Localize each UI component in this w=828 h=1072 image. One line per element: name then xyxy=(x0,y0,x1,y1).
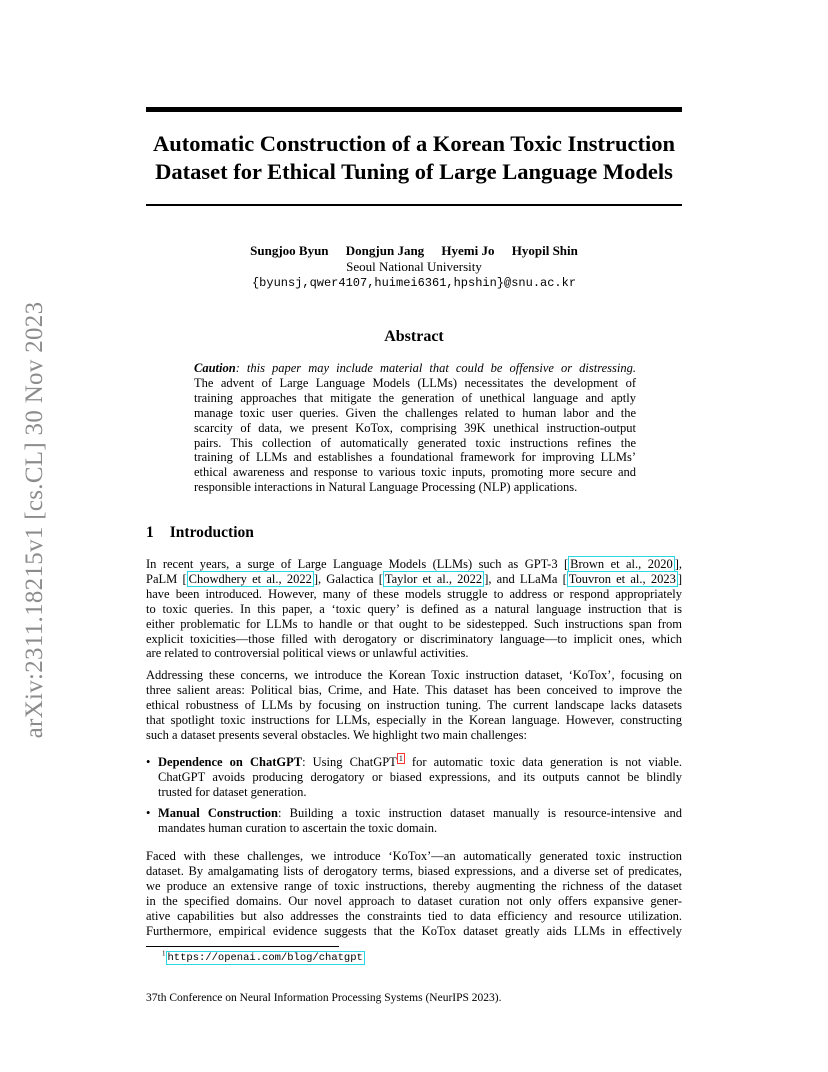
paragraph-line xyxy=(146,557,682,572)
text-run: ] xyxy=(677,571,682,586)
bullet-item-chatgpt xyxy=(146,755,682,800)
author-emails: {byunsj,qwer4107,huimei6361,hpshin}@snu.ac.kr xyxy=(251,276,577,290)
footnote-url-link[interactable]: https://openai.com/blog/chatgpt xyxy=(167,952,363,964)
text-run: ], xyxy=(674,557,682,571)
abstract-caution-line xyxy=(194,361,636,376)
abstract-body xyxy=(194,361,636,495)
arxiv-identifier-text: arXiv:2311.18215v1 [cs.CL] 30 Nov 2023 xyxy=(21,301,48,739)
paper-title xyxy=(146,130,682,186)
abstract-line: scarcity of data, we present KoTox, comprising 39K unethical instruction-output xyxy=(194,420,636,435)
title-top-rule xyxy=(146,107,682,112)
paragraph-line: Addressing these concerns, we introduce the Korean Toxic instruction dataset, ‘KoTox’, focusing on xyxy=(146,668,682,682)
abstract-heading: Abstract xyxy=(384,328,444,345)
abstract-line: The advent of Large Language Models (LLMs) necessitates the development of xyxy=(194,375,636,390)
arxiv-identifier-stamp xyxy=(10,280,60,760)
author-name: Dongjun Jang xyxy=(345,243,425,258)
title-line-2: Dataset for Ethical Tuning of Large Language Models xyxy=(155,159,673,184)
caution-label: Caution xyxy=(194,361,236,375)
section-heading-introduction xyxy=(146,523,254,543)
intro-paragraph-1 xyxy=(146,557,682,661)
bullet-marker: • xyxy=(146,755,151,769)
paragraph-line: three salient areas: Political bias, Crime, and Hate. This dataset has been conceived to improve the xyxy=(146,682,682,697)
intro-paragraph-3 xyxy=(146,849,682,938)
text-run: ], Galactica [ xyxy=(313,571,383,586)
abstract-line: training approaches that mitigate the generation of unethical language and aptly xyxy=(194,390,636,405)
paragraph-line: Furthermore, empirical evidence suggests that the KoTox dataset greatly aids LLMs in effectively xyxy=(146,923,682,938)
paragraph-line: ChatGPT avoids producing derogatory or biased expressions, and its outputs cannot be blindly xyxy=(158,769,682,784)
author-name: Hyemi Jo xyxy=(441,243,495,258)
footnote-ref-link[interactable]: 1 xyxy=(398,753,403,763)
text-run: : Building a toxic instruction dataset manually is resource-intensive and xyxy=(278,806,683,820)
text-run: for automatic toxic data generation is not viable. xyxy=(404,755,683,769)
paragraph-line xyxy=(158,806,682,821)
paragraph-line xyxy=(146,572,682,587)
paragraph-line: to toxic queries. In this paper, a ‘toxic query’ is defined as a natural language instruction that is xyxy=(146,601,682,616)
author-list xyxy=(146,243,682,259)
footnote-number: 1 xyxy=(162,949,166,958)
paragraph-line: such a dataset presents several obstacles. We highlight two main challenges: xyxy=(146,727,527,742)
paragraph-line: we produce an extensive range of toxic instructions, thereby augmenting the richness of the dataset xyxy=(146,878,682,893)
bullet-bold-label: Dependence on ChatGPT xyxy=(158,755,303,769)
citation-link[interactable]: Touvron et al., 2023 xyxy=(568,571,676,586)
paragraph-line: that spotlight toxic instructions for LLMs, especially in the Korean language. However, constructing xyxy=(146,712,682,727)
bullet-text xyxy=(158,755,682,800)
abstract-line: training of LLMs and establishes a foundational framework for improving LLMs’ xyxy=(194,450,636,465)
author-name: Hyopil Shin xyxy=(511,243,578,258)
citation-link[interactable]: Brown et al., 2020 xyxy=(570,557,673,571)
bullet-bold-label: Manual Construction xyxy=(158,806,278,820)
paragraph-line: in the specified domains. Our novel approach to dataset curation not only offers expansive gener- xyxy=(146,893,682,908)
footnote xyxy=(162,950,365,965)
citation-link[interactable]: Taylor et al., 2022 xyxy=(384,571,483,586)
paragraph-line: Faced with these challenges, we introduce ‘KoTox’—an automatically generated toxic instruction xyxy=(146,849,682,863)
text-run: ], and LLaMa [ xyxy=(484,571,567,586)
bullet-text xyxy=(158,806,682,836)
footnote-rule xyxy=(146,946,339,947)
paragraph-line: are related to controversial political views or unlawful activities. xyxy=(146,646,469,661)
author-name: Sungjoo Byun xyxy=(250,243,329,258)
text-run: In recent years, a surge of Large Language Models (LLMs) such as GPT-3 [ xyxy=(146,557,569,571)
abstract-line: pairs. This collection of automatically generated toxic instructions refines the xyxy=(194,435,636,450)
paragraph-line: mandates human curation to ascertain the toxic domain. xyxy=(158,820,438,835)
section-number: 1 xyxy=(146,524,154,541)
title-bottom-rule xyxy=(146,204,682,206)
title-line-1: Automatic Construction of a Korean Toxic Instruction xyxy=(152,131,676,156)
bullet-marker: • xyxy=(146,806,151,820)
citation-link[interactable]: Chowdhery et al., 2022 xyxy=(188,571,312,586)
paragraph-line: ethical robustness of LLMs by focusing on instruction tuning. The current landscape lacks datasets xyxy=(146,697,682,712)
paragraph-line: dataset. By amalgamating lists of derogatory terms, biased expressions, and a diverse set of predicates, xyxy=(146,863,682,878)
bullet-item-manual xyxy=(146,806,682,836)
paragraph-line xyxy=(158,755,682,770)
abstract-line: ethical awareness and response to various toxic inputs, promoting more secure and xyxy=(194,465,636,480)
intro-paragraph-2 xyxy=(146,668,682,743)
paragraph-line: have been introduced. However, many of these models struggle to address or respond appropriately xyxy=(146,586,682,601)
text-run: : Using ChatGPT xyxy=(302,755,397,769)
paragraph-line: explicit toxicities—those filled with derogatory or discriminatory language—to implicit ones, which xyxy=(146,631,682,646)
abstract-line: responsible interactions in Natural Language Processing (NLP) applications. xyxy=(194,480,578,495)
paragraph-line: either problematic for LLMs to handle or that ought to be sidestepped. Such instructions span from xyxy=(146,616,682,631)
paragraph-line: ative capabilities but also addresses the constraints tied to data efficiency and resource utilization. xyxy=(146,908,682,923)
caution-text: : this paper may include material that could be offensive or distressing. xyxy=(235,361,636,375)
paragraph-line: trusted for dataset generation. xyxy=(158,784,307,799)
conference-footer: 37th Conference on Neural Information Processing Systems (NeurIPS 2023). xyxy=(146,992,502,1004)
section-title: Introduction xyxy=(169,524,254,541)
abstract-line: manage toxic user queries. Given the challenges related to human labor and the xyxy=(194,405,636,420)
affiliation: Seoul National University xyxy=(346,259,482,274)
text-run: PaLM [ xyxy=(146,571,187,586)
